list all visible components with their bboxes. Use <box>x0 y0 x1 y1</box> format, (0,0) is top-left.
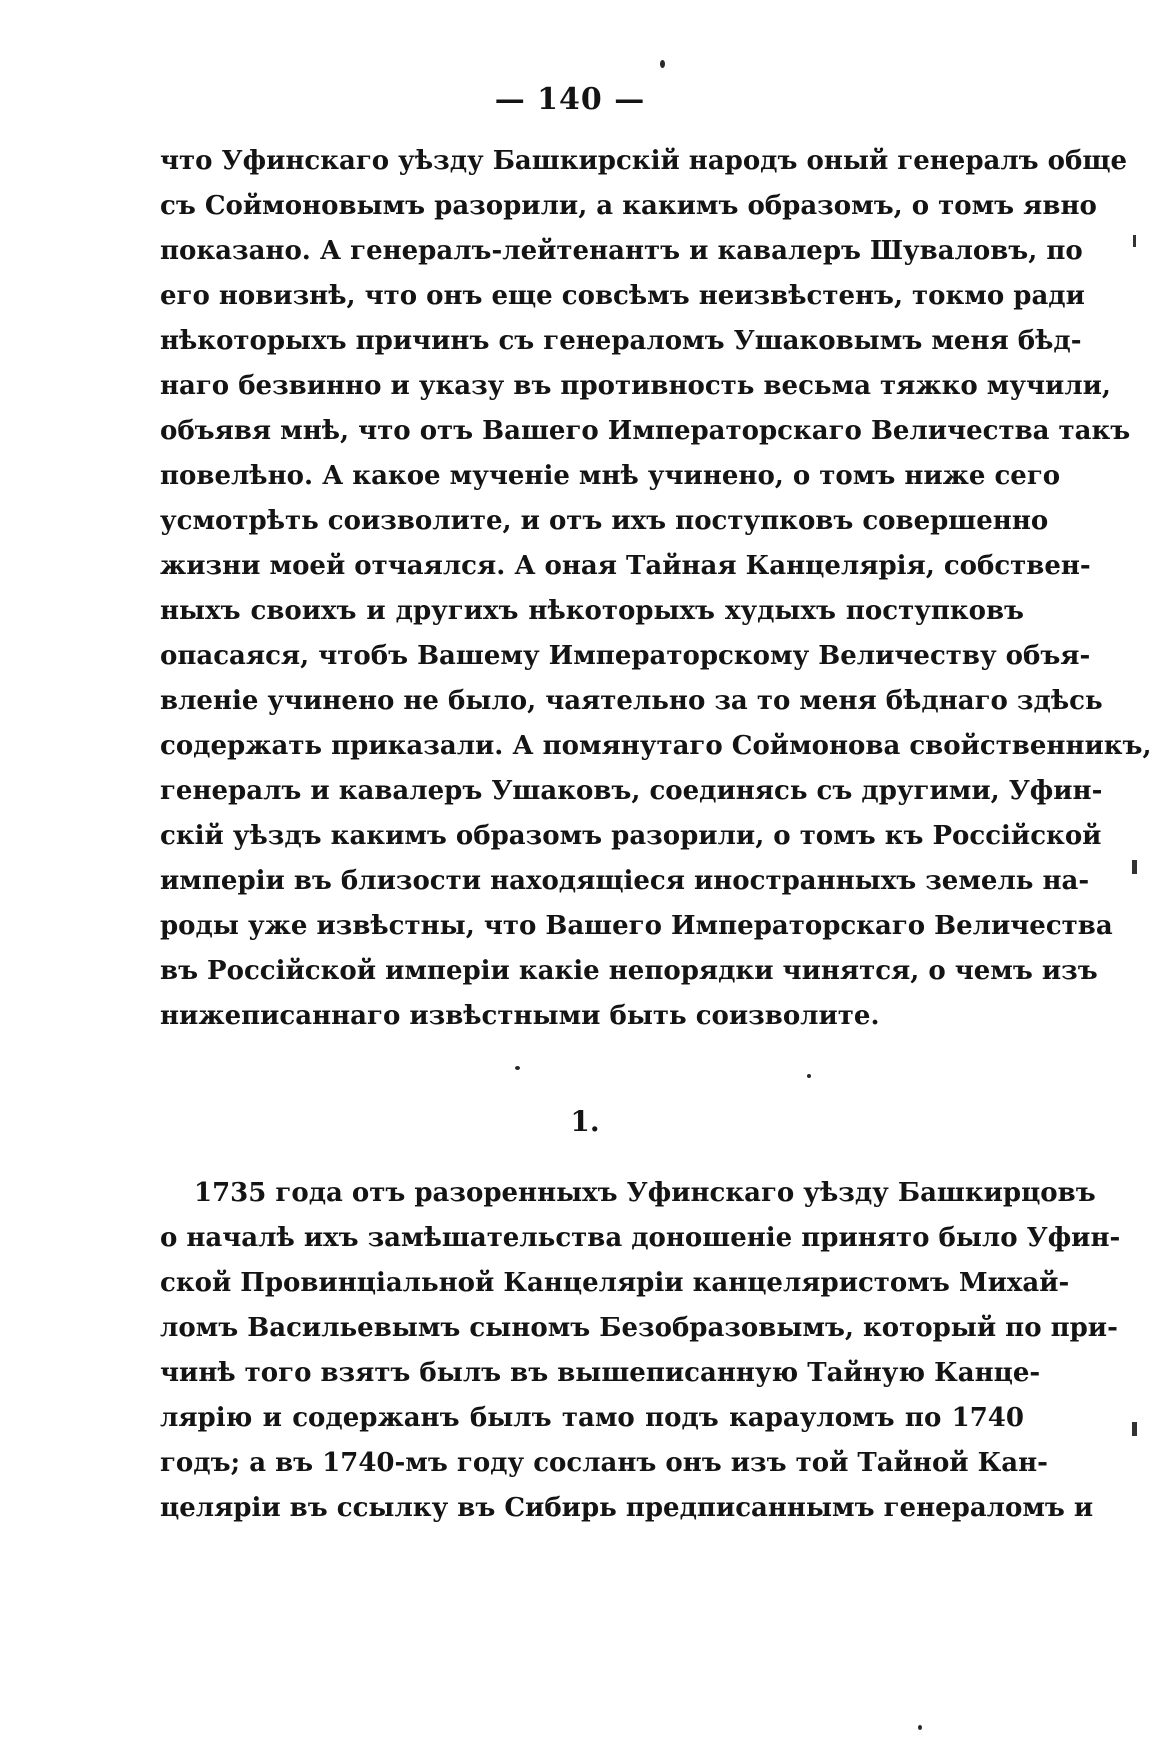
text-line: о началѣ ихъ замѣшательства доношеніе принято было Уфин- <box>160 1223 1121 1253</box>
text-line: нѣкоторыхъ причинъ съ генераломъ Ушаковымъ меня бѣд- <box>160 326 1082 356</box>
text-line: ской Провинціальной Канцеляріи канцеляристомъ Михай- <box>160 1268 1070 1298</box>
text-line: содержать приказали. А помянутаго Соймонова свойственникъ, <box>160 731 1152 761</box>
text-line: скій уѣздъ какимъ образомъ разорили, о томъ къ Россійской <box>160 821 1102 851</box>
scan-speck <box>660 60 665 68</box>
text-line: ныхъ своихъ и другихъ нѣкоторыхъ худыхъ поступковъ <box>160 596 1024 626</box>
text-line: объявя мнѣ, что отъ Вашего Императорскаго Величества такъ <box>160 416 1131 446</box>
text-line: что Уфинскаго уѣзду Башкирскій народъ оный генералъ обще <box>160 146 1128 176</box>
text-line: годъ; а въ 1740-мъ году сосланъ онъ изъ той Тайной Кан- <box>160 1448 1048 1478</box>
text-line: нижеписаннаго извѣстными быть соизволите. <box>160 1001 880 1031</box>
text-line: повелѣно. А какое мученіе мнѣ учинено, о томъ ниже сего <box>160 461 1061 491</box>
text-line: наго безвинно и указу въ противность весьма тяжко мучили, <box>160 371 1111 401</box>
text-line: чинѣ того взятъ былъ въ вышеписанную Тайную Канце- <box>160 1358 1041 1388</box>
text-line: вленіе учинено не было, чаятельно за то меня бѣднаго здѣсь <box>160 686 1103 716</box>
page-number: — 140 — <box>494 82 646 117</box>
text-line: въ Россійской имперіи какіе непорядки чинятся, о чемъ изъ <box>160 956 1098 986</box>
text-line: его новизнѣ, что онъ еще совсѣмъ неизвѣстенъ, токмо ради <box>160 281 1085 311</box>
scan-speck <box>515 1066 520 1070</box>
scan-speck <box>807 1074 811 1078</box>
scan-edge-mark <box>1132 860 1137 874</box>
text-line: генералъ и кавалеръ Ушаковъ, соединясь съ другими, Уфин- <box>160 776 1103 806</box>
section-number: 1. <box>570 1105 600 1138</box>
text-line: роды уже извѣстны, что Вашего Императорскаго Величества <box>160 911 1113 941</box>
text-line: имперіи въ близости находящіеся иностранныхъ земель на- <box>160 866 1090 896</box>
text-line: 1735 года отъ разоренныхъ Уфинскаго уѣзду Башкирцовъ <box>194 1178 1096 1208</box>
text-line: целяріи въ ссылку въ Сибирь предписаннымъ генераломъ и <box>160 1493 1094 1523</box>
scan-speck <box>918 1725 922 1730</box>
text-line: опасаяся, чтобъ Вашему Императорскому Величеству объя- <box>160 641 1091 671</box>
text-line: ломъ Васильевымъ сыномъ Безобразовымъ, который по при- <box>160 1313 1118 1343</box>
text-line: жизни моей отчаялся. А оная Тайная Канцелярія, собствен- <box>160 551 1091 581</box>
scan-edge-mark <box>1132 1422 1137 1436</box>
scan-edge-mark <box>1133 235 1136 247</box>
text-line: усмотрѣть соизволите, и отъ ихъ поступковъ совершенно <box>160 506 1049 536</box>
text-line: показано. А генералъ-лейтенантъ и кавалеръ Шуваловъ, по <box>160 236 1083 266</box>
paragraph-1 <box>160 139 1152 1039</box>
text-line: съ Соймоновымъ разорили, а какимъ образомъ, о томъ явно <box>160 191 1097 221</box>
paragraph-2 <box>160 1171 1121 1531</box>
text-line: лярію и содержанъ былъ тамо подъ карауломъ по 1740 <box>160 1403 1024 1433</box>
